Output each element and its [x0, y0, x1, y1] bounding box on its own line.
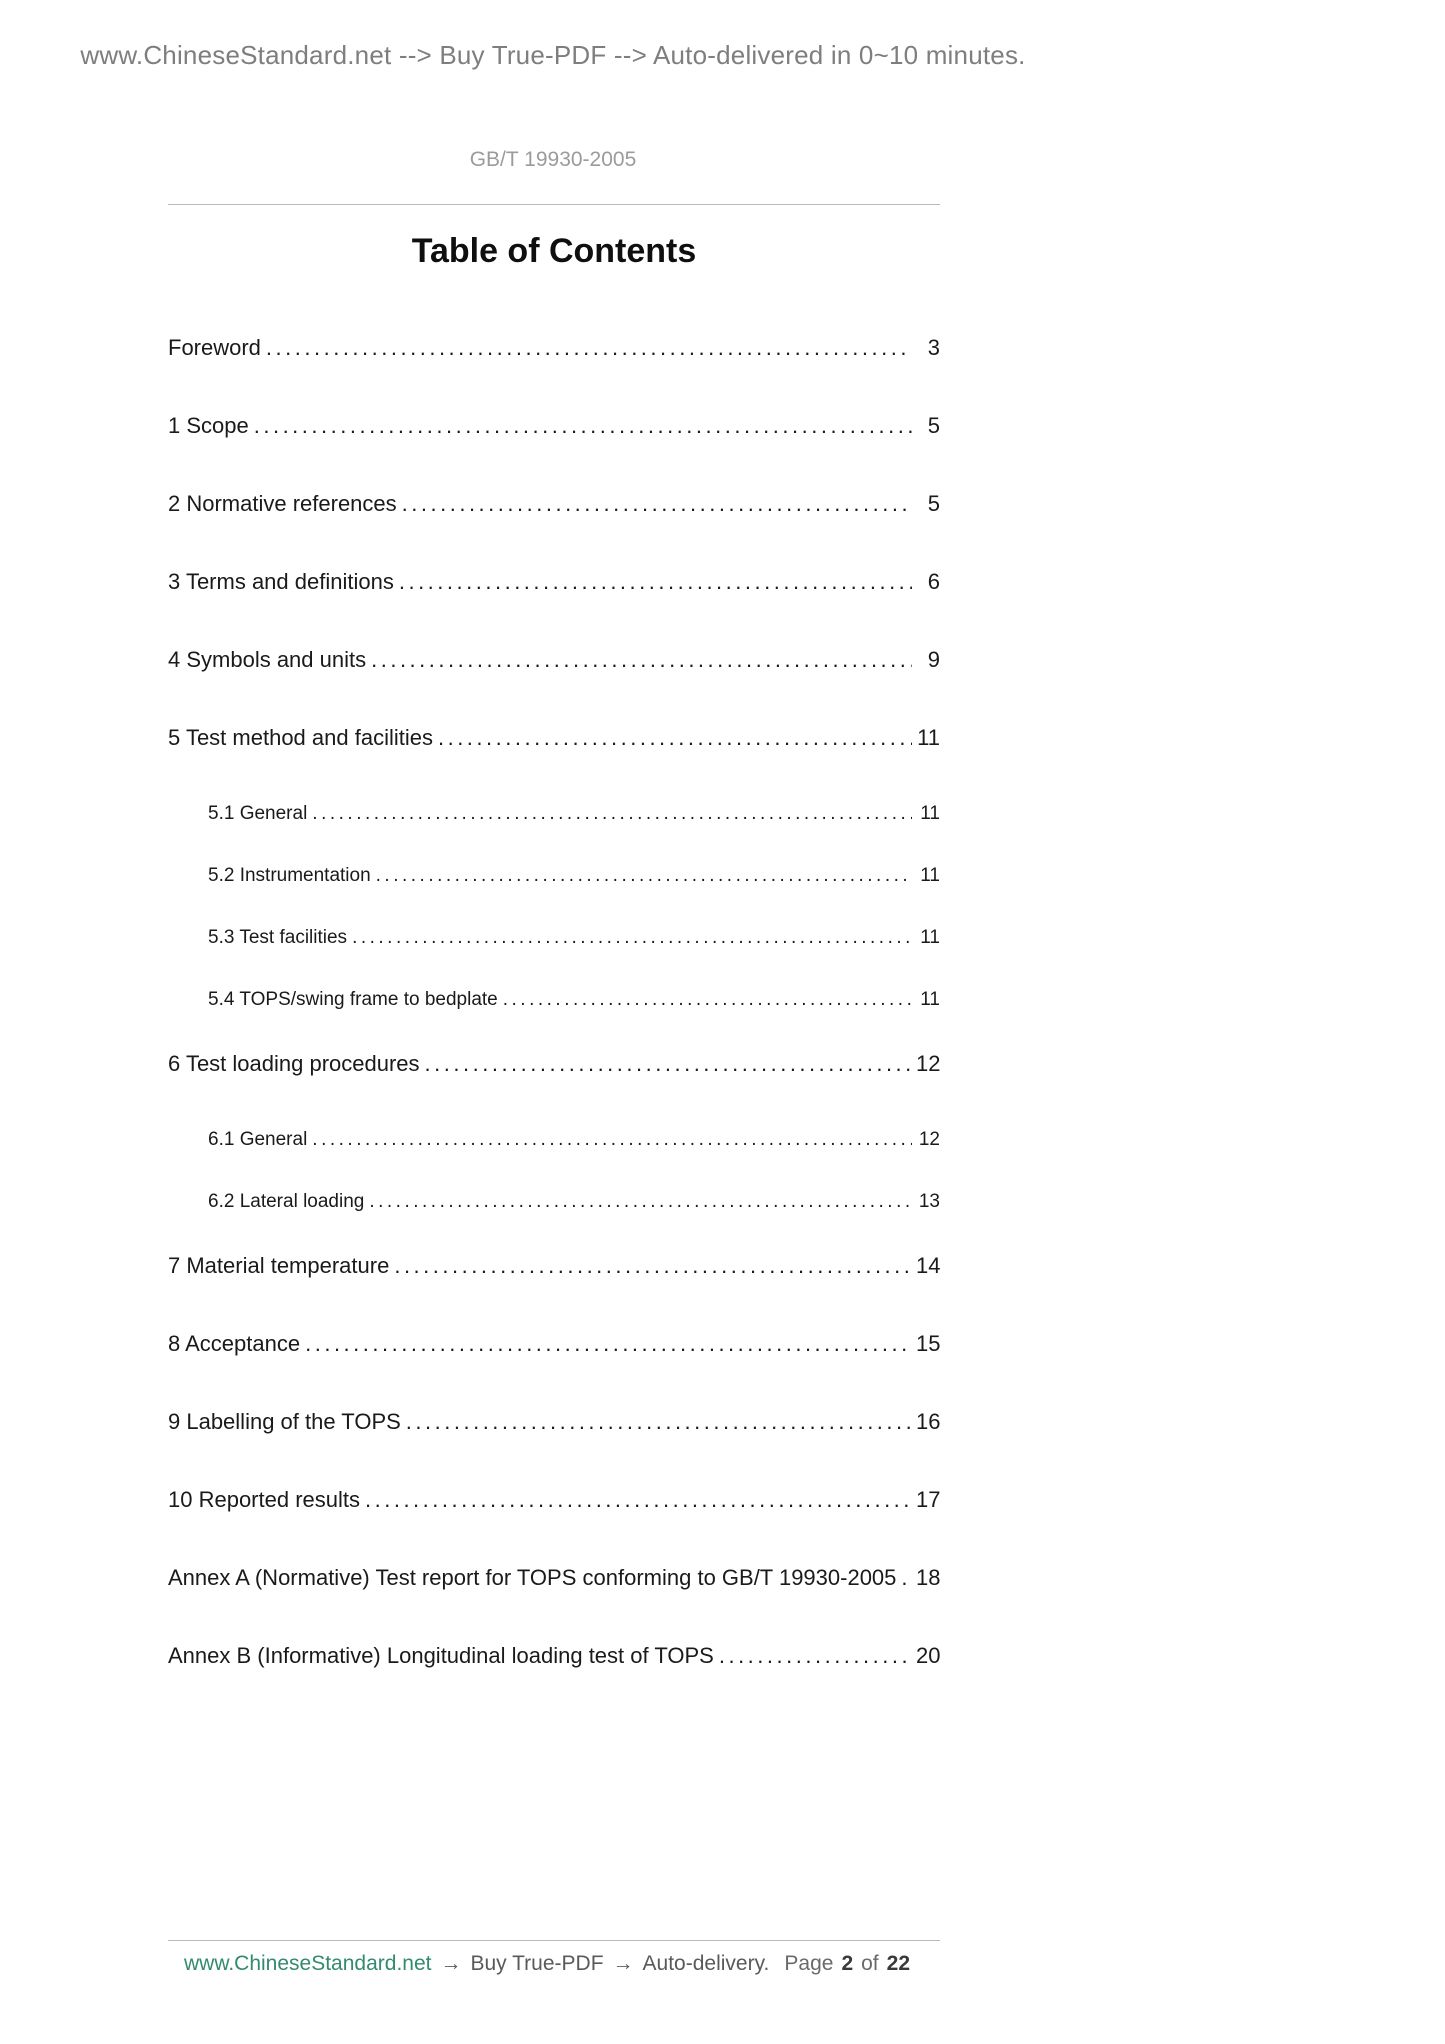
toc-item	[168, 413, 940, 439]
toc-item-label: Foreword	[168, 335, 261, 360]
toc-item	[168, 1331, 940, 1357]
arrow-right-icon: →	[612, 1952, 634, 1975]
toc-item	[168, 569, 940, 595]
toc-dot-leader	[312, 1129, 912, 1151]
current-page-number: 2	[841, 1952, 854, 1975]
toc-item-label: 5.1 General	[208, 803, 308, 824]
footer-divider	[168, 1940, 940, 1941]
toc-dot-leader	[369, 1191, 912, 1213]
toc-item-label: Annex B (Informative) Longitudinal loading test of TOPS	[168, 1643, 714, 1668]
toc-item	[168, 803, 940, 825]
toc-dot-leader	[365, 1487, 912, 1513]
toc-item-label: 3 Terms and definitions	[168, 569, 394, 594]
toc-page-number: 9	[927, 647, 940, 672]
toc-page-number: 5	[927, 491, 940, 516]
footer-delivery-text: Auto-delivery.	[642, 1952, 770, 1975]
toc-item	[168, 1253, 940, 1279]
arrow-right-icon: →	[440, 1952, 462, 1975]
toc-item	[168, 1409, 940, 1435]
toc-item	[168, 335, 940, 361]
toc-item-label: Annex A (Normative) Test report for TOPS conforming to GB/T 19930-2005	[168, 1565, 897, 1590]
toc-item	[168, 491, 940, 517]
toc-dot-leader	[503, 989, 912, 1011]
of-label: of	[861, 1952, 879, 1975]
total-page-number: 22	[886, 1952, 910, 1975]
toc-page-number: 14	[916, 1253, 941, 1278]
toc-item	[168, 989, 940, 1011]
toc-dot-leader	[352, 927, 912, 949]
toc-page-number: 11	[920, 927, 940, 948]
toc-page-number: 11	[920, 989, 940, 1010]
table-of-contents	[168, 232, 940, 1721]
document-code: GB/T 19930-2005	[469, 148, 637, 171]
toc-dot-leader	[719, 1643, 912, 1669]
footer-promo	[184, 1952, 769, 1976]
toc-dot-leader	[312, 803, 912, 825]
toc-dot-leader	[901, 1565, 912, 1591]
toc-dot-leader	[266, 335, 912, 361]
toc-item	[168, 1565, 940, 1591]
header-divider	[168, 204, 940, 205]
toc-item	[168, 725, 940, 751]
toc-item	[168, 1191, 940, 1213]
toc-item-label: 8 Acceptance	[168, 1331, 301, 1356]
page-indicator	[784, 1952, 910, 1976]
toc-page-number: 16	[916, 1409, 941, 1434]
toc-dot-leader	[305, 1331, 912, 1357]
footer	[168, 1952, 940, 1976]
toc-dot-leader	[376, 865, 912, 887]
toc-dot-leader	[425, 1051, 912, 1077]
toc-dot-leader	[394, 1253, 912, 1279]
toc-item-label: 5.4 TOPS/swing frame to bedplate	[208, 989, 498, 1010]
toc-item	[168, 927, 940, 949]
toc-page-number: 12	[916, 1051, 941, 1076]
toc-item	[168, 1643, 940, 1669]
toc-item-label: 9 Labelling of the TOPS	[168, 1409, 401, 1434]
toc-item-label: 5 Test method and facilities	[168, 725, 433, 750]
footer-buy-text: Buy True-PDF	[470, 1952, 604, 1975]
toc-page-number: 17	[916, 1487, 941, 1512]
toc-page-number: 15	[916, 1331, 941, 1356]
toc-item	[168, 647, 940, 673]
header-promo-text: www.ChineseStandard.net --> Buy True-PDF --> Auto-delivered in 0~10 minutes.	[80, 40, 1026, 70]
toc-item-label: 7 Material temperature	[168, 1253, 390, 1278]
toc-list	[168, 335, 940, 1669]
toc-dot-leader	[399, 569, 912, 595]
toc-item-label: 10 Reported results	[168, 1487, 360, 1512]
toc-item-label: 4 Symbols and units	[168, 647, 367, 672]
toc-dot-leader	[254, 413, 912, 439]
toc-item-label: 6 Test loading procedures	[168, 1051, 420, 1076]
toc-page-number: 11	[920, 865, 940, 886]
toc-item-label: 2 Normative references	[168, 491, 397, 516]
toc-dot-leader	[371, 647, 912, 673]
toc-page-number: 11	[917, 725, 940, 750]
toc-item-label: 6.1 General	[208, 1129, 308, 1150]
toc-page-number: 3	[927, 335, 940, 360]
toc-page-number: 12	[918, 1129, 940, 1150]
toc-page-number: 13	[918, 1191, 940, 1212]
toc-page-number: 20	[916, 1643, 941, 1668]
toc-dot-leader	[438, 725, 912, 751]
page-label: Page	[784, 1952, 834, 1975]
toc-page-number: 11	[920, 803, 940, 824]
toc-item-label: 5.3 Test facilities	[208, 927, 348, 948]
toc-item-label: 1 Scope	[168, 413, 249, 438]
page-title: Table of Contents	[411, 232, 697, 270]
footer-site-link[interactable]: www.ChineseStandard.net	[184, 1952, 432, 1975]
toc-item	[168, 1129, 940, 1151]
toc-item	[168, 1051, 940, 1077]
toc-page-number: 6	[927, 569, 940, 594]
toc-page-number: 18	[916, 1565, 941, 1590]
toc-page-number: 5	[927, 413, 940, 438]
toc-item-label: 6.2 Lateral loading	[208, 1191, 365, 1212]
toc-item-label: 5.2 Instrumentation	[208, 865, 371, 886]
toc-dot-leader	[402, 491, 912, 517]
toc-item	[168, 1487, 940, 1513]
toc-item	[168, 865, 940, 887]
toc-dot-leader	[406, 1409, 912, 1435]
